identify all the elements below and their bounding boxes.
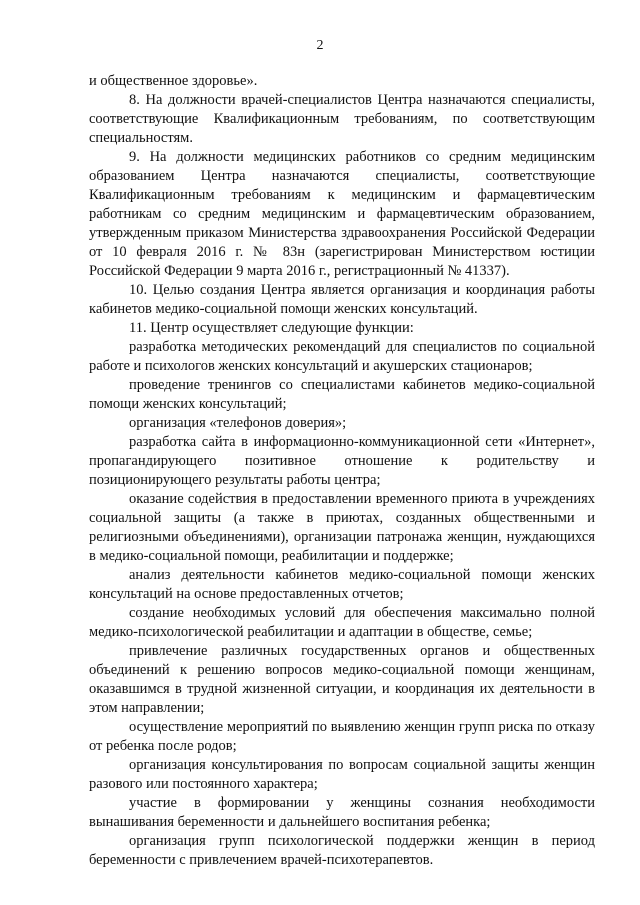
document-body — [89, 72, 595, 870]
paragraph: 8. На должности врачей-специалистов Центра назначаются специалисты, соответствующие Квалификационным требованиям, по соответствующим специальностям. — [89, 92, 595, 146]
paragraph: 11. Центр осуществляет следующие функции: — [129, 320, 414, 336]
list-item: организация «телефонов доверия»; — [129, 415, 347, 431]
paragraph: и общественное здоровье». — [89, 73, 258, 89]
list-item: оказание содействия в предоставлении временного приюта в учреждениях социальной защиты (а также в приютах, созданных общественными и религиозными объединениями), организации патронажа женщин, нуждающихся в медико-социальной помощи, реабилитации и поддержке; — [89, 491, 595, 564]
list-item: анализ деятельности кабинетов медико-социальной помощи женских консультаций на основе предоставленных отчетов; — [89, 567, 595, 602]
list-item: организация консультирования по вопросам социальной защиты женщин разового или постоянного характера; — [89, 757, 595, 792]
list-item: привлечение различных государственных органов и общественных объединений к решению вопросов медико-социальной помощи женщинам, оказавшимся в трудной жизненной ситуации, и координация их деятельности в этом направлении; — [89, 643, 595, 716]
list-item: создание необходимых условий для обеспечения максимально полной медико-психологической реабилитации и адаптации в обществе, семье; — [89, 605, 595, 640]
list-item: проведение тренингов со специалистами кабинетов медико-социальной помощи женских консультаций; — [89, 377, 595, 412]
list-item: разработка сайта в информационно-коммуникационной сети «Интернет», пропагандирующего позитивное отношение к родительству и позиционирующего результаты работы центра; — [89, 434, 595, 488]
list-item: организация групп психологической поддержки женщин в период беременности с привлечением врачей-психотерапевтов. — [89, 833, 595, 868]
paragraph: 10. Целью создания Центра является организация и координация работы кабинетов медико-социальной помощи женских консультаций. — [89, 282, 595, 317]
list-item: участие в формировании у женщины сознания необходимости вынашивания беременности и дальнейшего воспитания ребенка; — [89, 795, 595, 830]
page-number: 2 — [316, 38, 324, 53]
paragraph: 9. На должности медицинских работников со средним медицинским образованием Центра назначаются специалисты, соответствующие Квалификационным требованиям к медицинским и фармацевтическим работникам со средним медицинским и фармацевтическим образованием, утвержденным приказом Министерства здравоохранения Российской Федерации от 10 февраля 2016 г. № 83н (зарегистрирован Министерством юстиции Российской Федерации 9 марта 2016 г., регистрационный № 41337). — [89, 149, 595, 279]
list-item: разработка методических рекомендаций для специалистов по социальной работе и психологов женских консультаций и акушерских стационаров; — [89, 339, 595, 374]
list-item: осуществление мероприятий по выявлению женщин групп риска по отказу от ребенка после родов; — [89, 719, 595, 754]
